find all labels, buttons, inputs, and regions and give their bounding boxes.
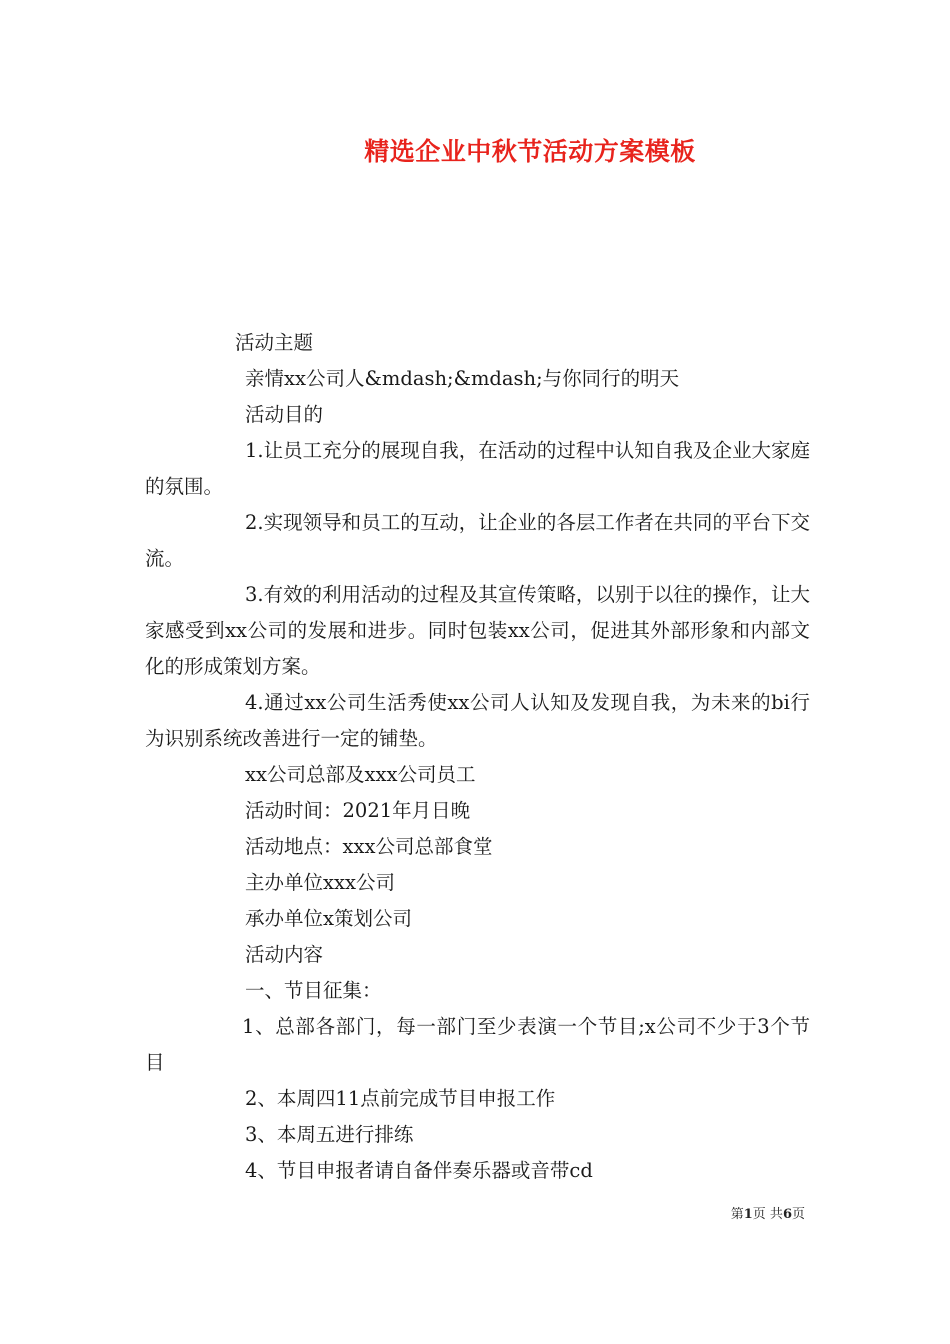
footer-suffix: 页 bbox=[791, 1207, 805, 1222]
paragraph-purpose-1: 1.让员工充分的展现自我，在活动的过程中认知自我及企业大家庭的氛围。 bbox=[145, 439, 810, 498]
paragraph-purpose-heading: 活动目的 bbox=[245, 403, 324, 426]
paragraph-location: 活动地点：xxx公司总部食堂 bbox=[245, 835, 493, 858]
paragraph-item-3: 3、本周五进行排练 bbox=[245, 1123, 414, 1146]
footer-middle: 页 共 bbox=[752, 1207, 783, 1222]
paragraph-content-heading: 活动内容 bbox=[245, 943, 324, 966]
footer-total-pages: 6 bbox=[782, 1207, 792, 1222]
document-title: 精选企业中秋节活动方案模板 bbox=[364, 137, 696, 166]
paragraph-item-2: 2、本周四11点前完成节目申报工作 bbox=[245, 1087, 556, 1110]
paragraph-item-4: 4、节目申报者请自备伴奏乐器或音带cd bbox=[245, 1159, 593, 1182]
paragraph-theme: 亲情xx公司人&mdash;&mdash;与你同行的明天 bbox=[245, 367, 680, 390]
page-footer bbox=[731, 1203, 805, 1222]
document-body bbox=[145, 325, 810, 1189]
paragraph-participants: xx公司总部及xxx公司员工 bbox=[245, 763, 476, 786]
paragraph-purpose-2: 2.实现领导和员工的互动，让企业的各层工作者在共同的平台下交流。 bbox=[145, 511, 810, 570]
paragraph-section-1-heading: 一、节目征集： bbox=[245, 979, 382, 1002]
paragraph-item-1: 1、总部各部门，每一部门至少表演一个节目;x公司不少于3个节目 bbox=[145, 1015, 810, 1074]
paragraph-co-organizer: 承办单位x策划公司 bbox=[245, 907, 412, 930]
paragraph-purpose-4: 4.通过xx公司生活秀使xx公司人认知及发现自我，为未来的bi行为识别系统改善进行一定的铺垫。 bbox=[145, 691, 810, 750]
paragraph-theme-heading: 活动主题 bbox=[235, 331, 314, 354]
footer-page-number: 1 bbox=[743, 1207, 753, 1222]
footer-prefix: 第 bbox=[730, 1207, 744, 1222]
paragraph-time: 活动时间：2021年月日晚 bbox=[245, 799, 471, 822]
paragraph-purpose-3: 3.有效的利用活动的过程及其宣传策略，以别于以往的操作，让大家感受到xx公司的发展和进步。同时包装xx公司，促进其外部形象和内部文化的形成策划方案。 bbox=[145, 583, 810, 678]
paragraph-organizer: 主办单位xxx公司 bbox=[245, 871, 395, 894]
